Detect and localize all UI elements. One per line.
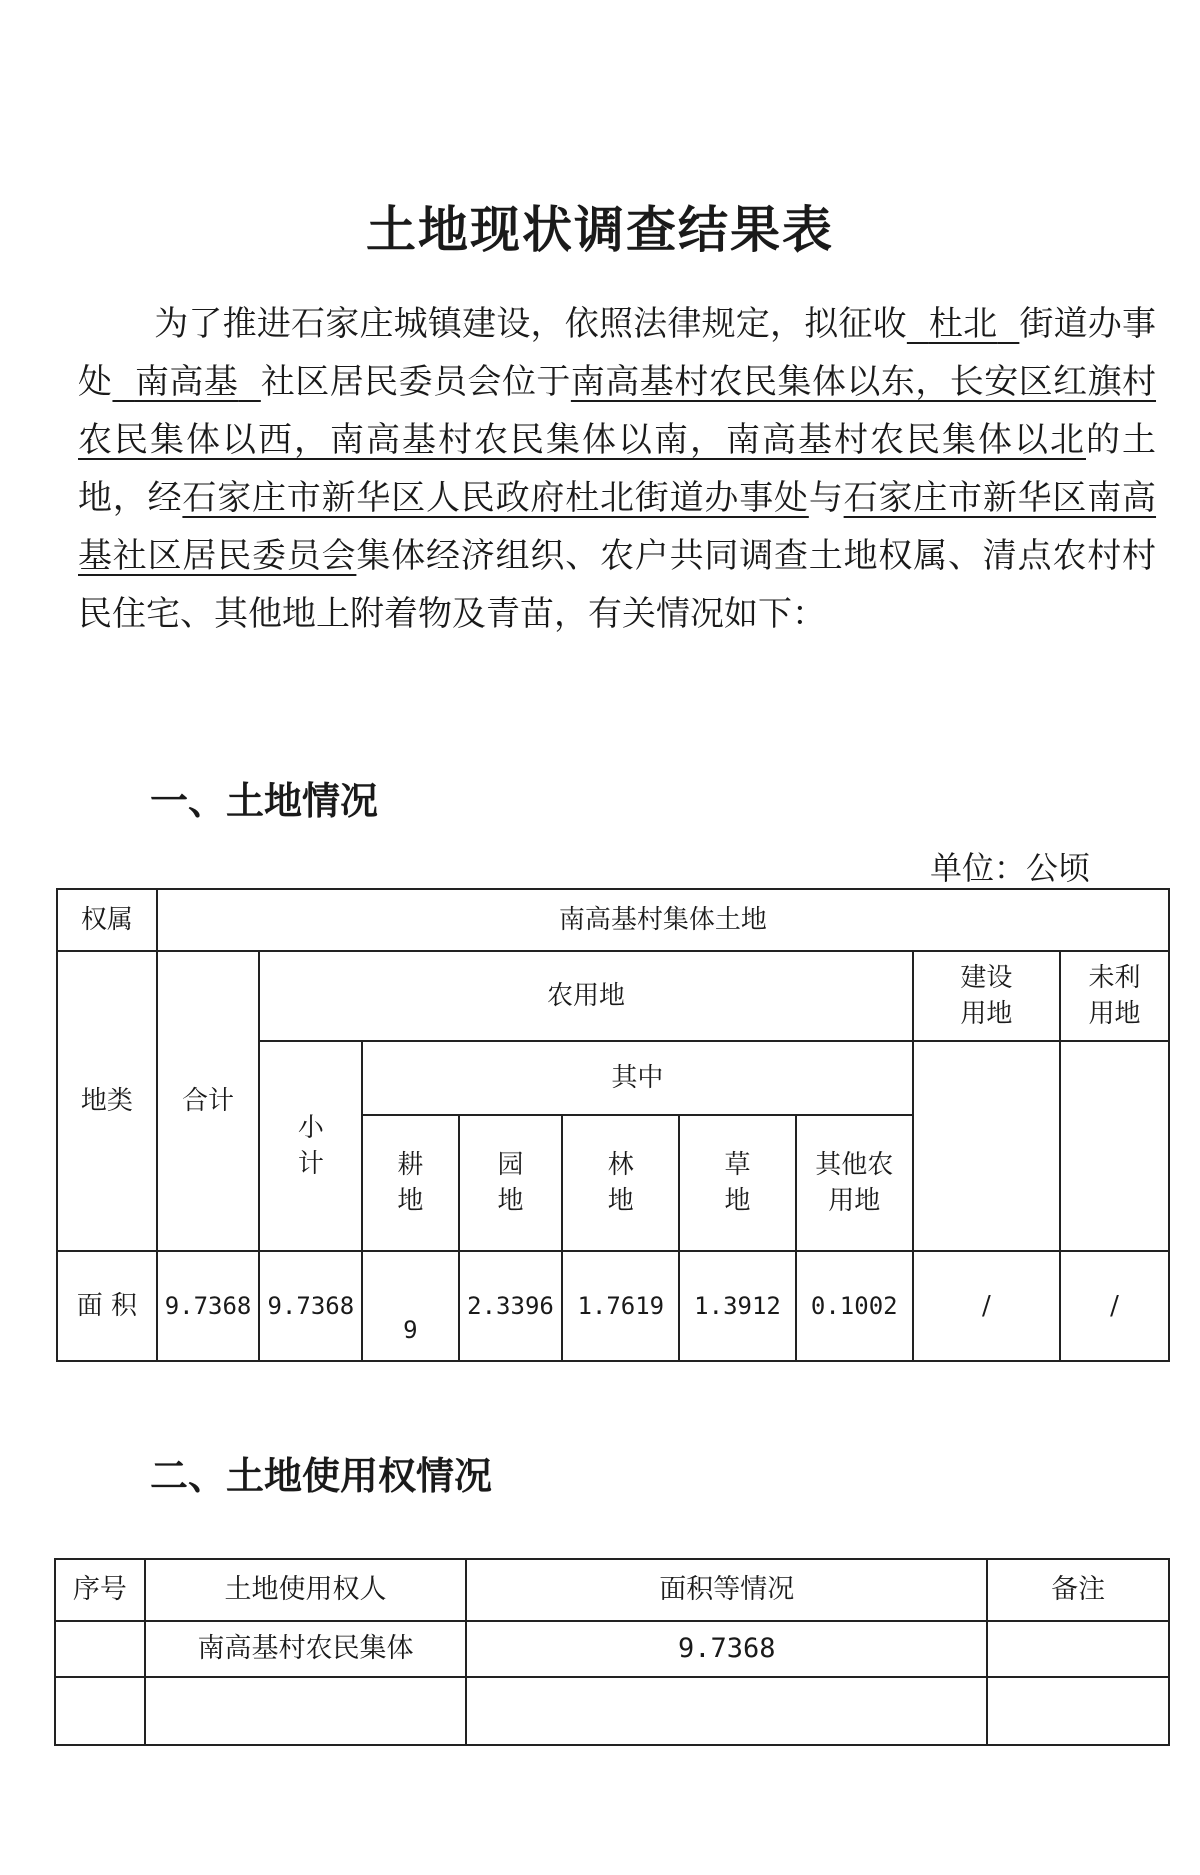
- total-label: 合计: [157, 951, 260, 1251]
- construction-area-value: /: [913, 1251, 1060, 1361]
- of-which-label: 其中: [362, 1041, 912, 1115]
- land-use-rights-table: [54, 1558, 1170, 1746]
- intro-text-5: 与: [808, 478, 844, 518]
- land-status-table: [56, 888, 1170, 1362]
- construction-land-label: 建设用地: [913, 951, 1060, 1041]
- other-agricultural-label: 其他农用地: [796, 1115, 913, 1251]
- section-heading-land: 一、土地情况: [150, 779, 379, 823]
- street-name: 杜北: [928, 304, 998, 344]
- construction-blank: [913, 1041, 1060, 1251]
- community-name: 南高基: [134, 362, 239, 402]
- intro-text-6: 集体经济组织、农户共同调查土地权属、清点农村村民住宅、其他地上附着物及青苗，有关情况如下：: [78, 536, 1157, 634]
- unused-blank: [1060, 1041, 1169, 1251]
- ownership-label: 权属: [57, 889, 157, 951]
- forest-land-label: 林地: [562, 1115, 679, 1251]
- land-boundary: 南高基村农民集体以东，长安区红旗村农民集体以西，南高基村农民集体以南，南高基村农民集体以北: [78, 362, 1157, 460]
- row-serial: [55, 1677, 145, 1745]
- area-label: 面 积: [57, 1251, 157, 1361]
- intro-text-3: 社区居民委员会位于: [260, 362, 571, 402]
- land-category-label: 地类: [57, 951, 157, 1251]
- intro-text-2: 街道办事处: [78, 304, 1157, 402]
- cultivated-area-value: 9: [362, 1251, 458, 1361]
- garden-land-label: 园地: [459, 1115, 563, 1251]
- unused-land-label: 未利用地: [1060, 951, 1169, 1041]
- ownership-value: 南高基村集体土地: [157, 889, 1169, 951]
- row-remarks: [987, 1677, 1169, 1745]
- government-office: 石家庄市新华区人民政府杜北街道办事处: [182, 478, 809, 518]
- row-right-holder: [145, 1677, 466, 1745]
- row-area: [466, 1677, 987, 1745]
- garden-area-value: 2.3396: [459, 1251, 563, 1361]
- agricultural-land-label: 农用地: [259, 951, 912, 1041]
- row-serial: [55, 1621, 145, 1677]
- total-area-value: 9.7368: [157, 1251, 260, 1361]
- cultivated-land-label: 耕地: [362, 1115, 458, 1251]
- header-serial: 序号: [55, 1559, 145, 1621]
- subtotal-area-value: 9.7368: [259, 1251, 362, 1361]
- intro-text-4: 的土地，经: [78, 420, 1156, 518]
- unit-label: 单位：公顷: [930, 849, 1091, 887]
- header-area: 面积等情况: [466, 1559, 987, 1621]
- unused-area-value: /: [1060, 1251, 1169, 1361]
- subtotal-label: 小计: [259, 1041, 362, 1251]
- table-row: [55, 1677, 1169, 1745]
- table-row: [55, 1621, 1169, 1677]
- other-agricultural-area-value: 0.1002: [796, 1251, 913, 1361]
- row-remarks: [987, 1621, 1169, 1677]
- header-right-holder: 土地使用权人: [145, 1559, 466, 1621]
- row-right-holder: 南高基村农民集体: [145, 1621, 466, 1677]
- residents-committee: 石家庄市新华区南高基社区居民委员会: [78, 478, 1157, 576]
- section-heading-land-use: 二、土地使用权情况: [150, 1454, 493, 1498]
- document-title: 土地现状调查结果表: [366, 201, 834, 259]
- row-area: 9.7368: [466, 1621, 987, 1677]
- intro-paragraph: [78, 295, 1156, 643]
- grassland-label: 草地: [679, 1115, 796, 1251]
- intro-text-1: 为了推进石家庄城镇建设，依照法律规定，拟征收: [154, 304, 907, 344]
- forest-area-value: 1.7619: [562, 1251, 679, 1361]
- header-remarks: 备注: [987, 1559, 1169, 1621]
- grassland-area-value: 1.3912: [679, 1251, 796, 1361]
